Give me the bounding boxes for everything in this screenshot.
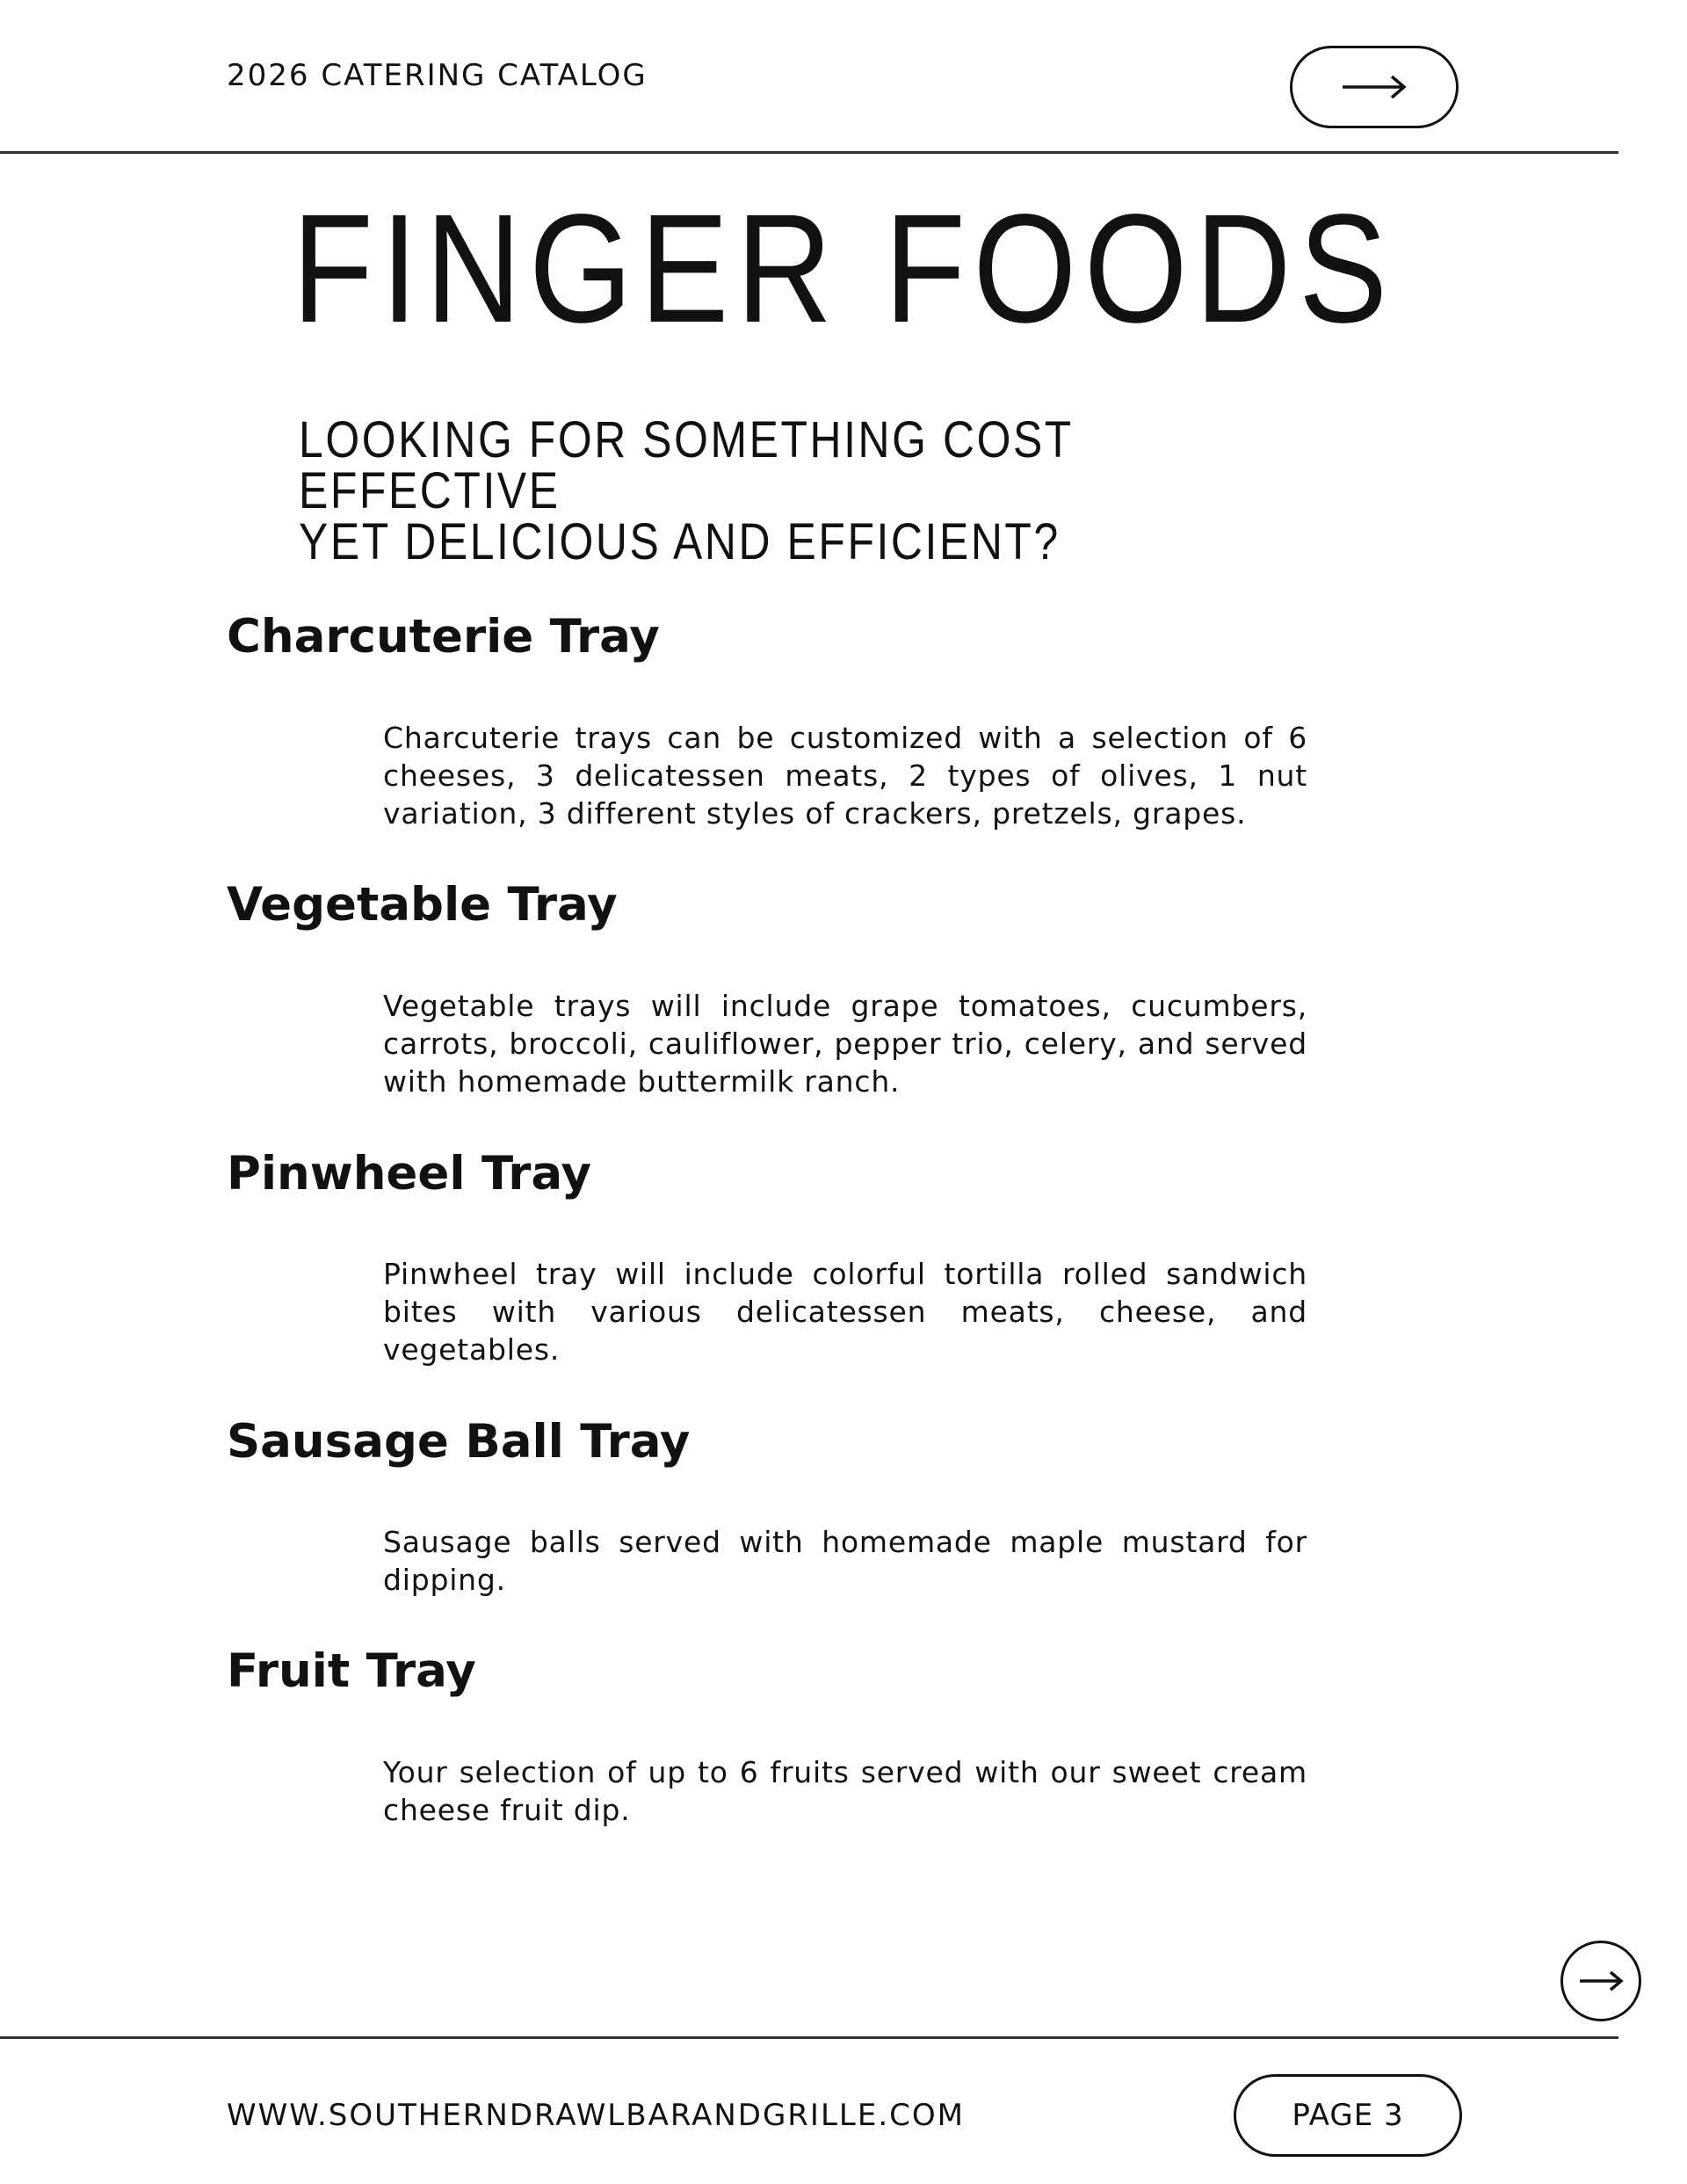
subtitle-line-2: YET DELICIOUS AND EFFICIENT? xyxy=(299,513,1061,570)
footer-divider xyxy=(0,2036,1618,2039)
page-number-badge: PAGE 3 xyxy=(1234,2074,1462,2157)
item-title-charcuterie: Charcuterie Tray xyxy=(227,610,660,664)
header-divider xyxy=(0,151,1618,154)
page-subtitle xyxy=(299,411,1281,570)
item-description-vegetable: Vegetable trays will include grape tomatoes, cucumbers, carrots, broccoli, cauliflower, pepper trio, celery, and served with homemade buttermilk ranch. xyxy=(383,989,1307,1099)
item-description-charcuterie: Charcuterie trays can be customized with a selection of 6 cheeses, 3 delicatessen meats, 2 types of olives, 1 nut variation, 3 different styles of crackers, pretzels, grapes. xyxy=(383,721,1307,831)
page-title: FINGER FOODS xyxy=(292,183,1395,355)
item-title-fruit: Fruit Tray xyxy=(227,1644,476,1698)
item-description-fruit: Your selection of up to 6 fruits served with our sweet cream cheese fruit dip. xyxy=(383,1755,1307,1827)
item-description-sausage-ball: Sausage balls served with homemade maple mustard for dipping. xyxy=(383,1525,1307,1597)
next-circle-button[interactable] xyxy=(1560,1941,1641,2021)
subtitle-line-1: LOOKING FOR SOMETHING COST EFFECTIVE xyxy=(299,411,1073,519)
website-link[interactable]: WWW.SOUTHERNDRAWLBARANDGRILLE.COM xyxy=(227,2098,965,2133)
item-description-pinwheel: Pinwheel tray will include colorful tortilla rolled sandwich bites with various delicatessen meats, cheese, and vegetables. xyxy=(383,1257,1307,1367)
arrow-right-icon xyxy=(1341,74,1408,100)
next-page-button[interactable] xyxy=(1290,46,1459,128)
item-title-vegetable: Vegetable Tray xyxy=(227,878,618,932)
catalog-label: 2026 CATERING CATALOG xyxy=(227,58,648,93)
item-title-sausage-ball: Sausage Ball Tray xyxy=(227,1415,691,1469)
item-title-pinwheel: Pinwheel Tray xyxy=(227,1147,592,1201)
arrow-right-icon xyxy=(1578,1970,1624,1992)
